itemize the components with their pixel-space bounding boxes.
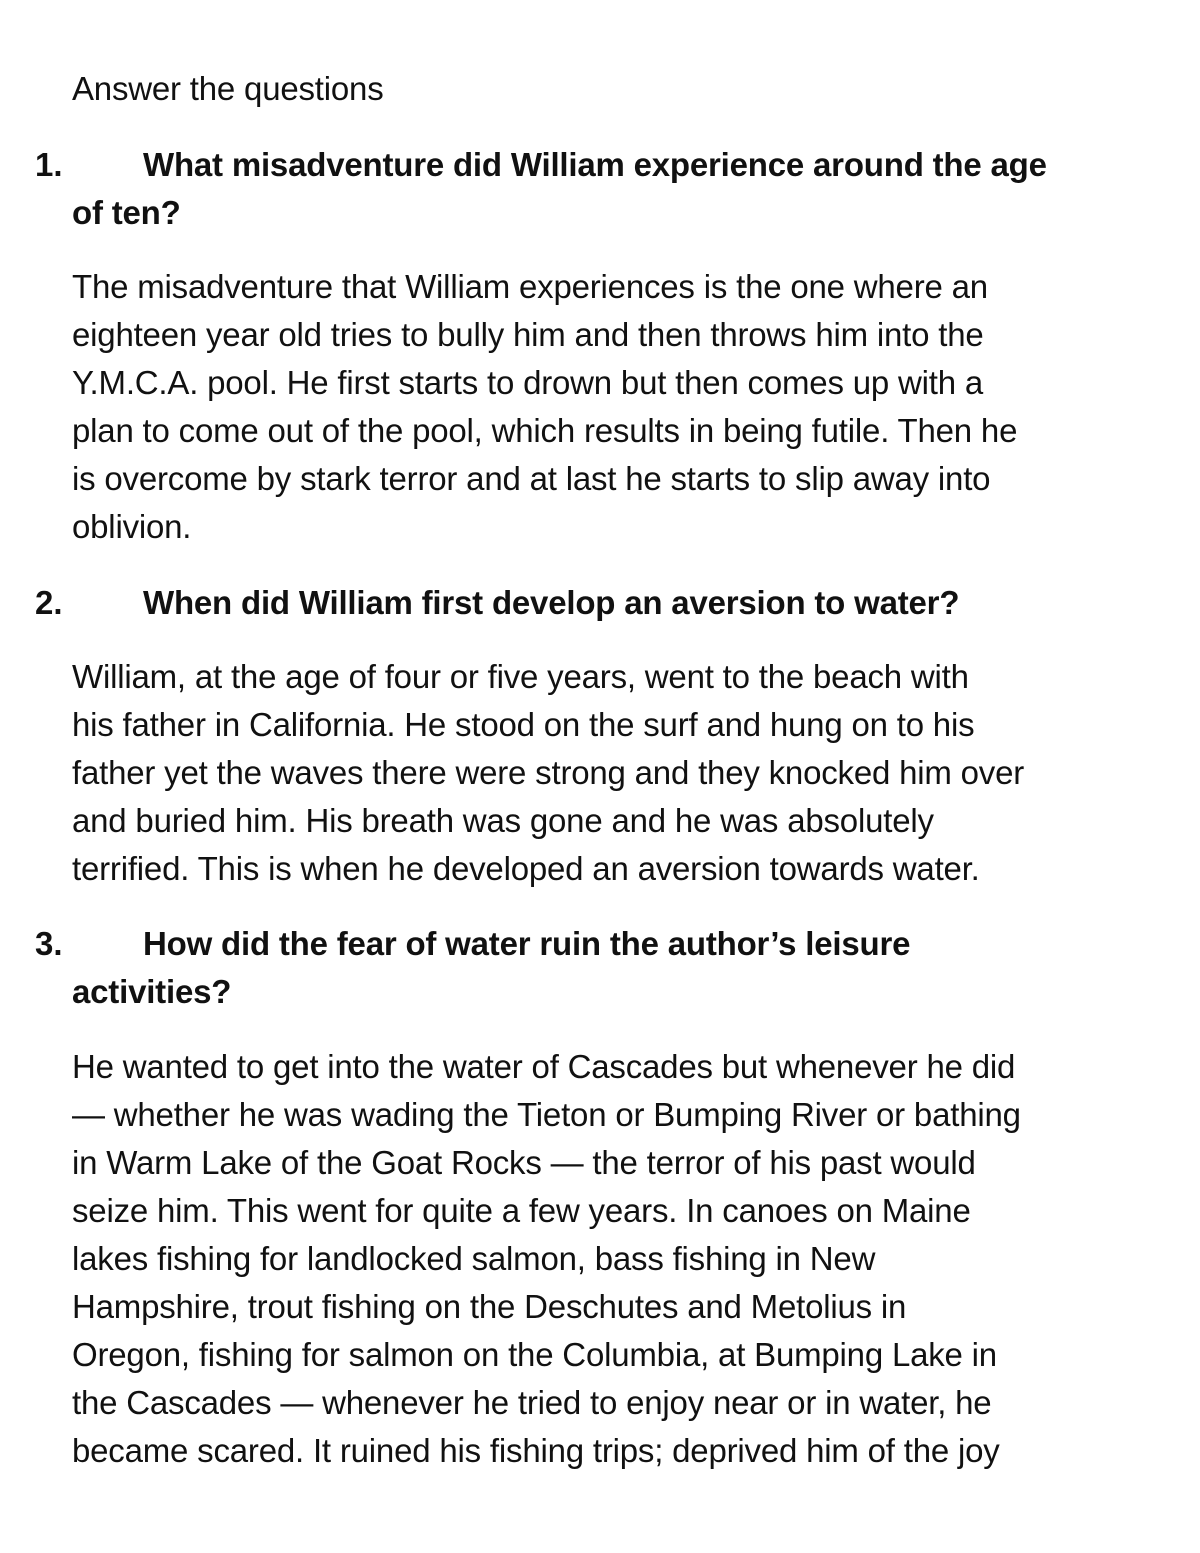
answer-3-line-2: — whether he was wading the Tieton or Bumping River or bathing bbox=[72, 1096, 1021, 1133]
answer-3-line-7: Oregon, fishing for salmon on the Columbia, at Bumping Lake in bbox=[72, 1336, 997, 1373]
answer-1-line-6: oblivion. bbox=[72, 508, 192, 545]
question-number-3: 3. bbox=[35, 925, 63, 962]
answer-1-line-3: Y.M.C.A. pool. He first starts to drown but then comes up with a bbox=[72, 364, 984, 401]
answer-2-line-3: father yet the waves there were strong and they knocked him over bbox=[72, 754, 1025, 791]
answer-3-line-5: lakes fishing for landlocked salmon, bass fishing in New bbox=[72, 1240, 876, 1277]
answer-1-line-1: The misadventure that William experiences is the one where an bbox=[72, 268, 988, 305]
question-3-line-1: How did the fear of water ruin the author’s leisure bbox=[143, 925, 911, 962]
answer-1-line-4: plan to come out of the pool, which results in being futile. Then he bbox=[72, 412, 1018, 449]
answer-2-line-5: terrified. This is when he developed an aversion towards water. bbox=[72, 850, 980, 887]
page-heading: Answer the questions bbox=[72, 70, 384, 107]
question-2-line-1: When did William first develop an aversion to water? bbox=[143, 584, 960, 621]
answer-3-line-4: seize him. This went for quite a few years. In canoes on Maine bbox=[72, 1192, 971, 1229]
question-3-line-2: activities? bbox=[72, 973, 232, 1010]
answer-2-line-2: his father in California. He stood on the surf and hung on to his bbox=[72, 706, 975, 743]
question-1-line-1: What misadventure did William experience around the age bbox=[143, 146, 1047, 183]
question-1-line-2: of ten? bbox=[72, 194, 181, 231]
question-number-2: 2. bbox=[35, 584, 63, 621]
answer-3-line-3: in Warm Lake of the Goat Rocks — the terror of his past would bbox=[72, 1144, 976, 1181]
answer-2-line-4: and buried him. His breath was gone and he was absolutely bbox=[72, 802, 934, 839]
question-number-1: 1. bbox=[35, 146, 63, 183]
answer-1-line-5: is overcome by stark terror and at last he starts to slip away into bbox=[72, 460, 991, 497]
answer-2-line-1: William, at the age of four or five years, went to the beach with bbox=[72, 658, 969, 695]
answer-3-line-1: He wanted to get into the water of Cascades but whenever he did bbox=[72, 1048, 1016, 1085]
answer-3-line-9: became scared. It ruined his fishing trips; deprived him of the joy bbox=[72, 1432, 1000, 1469]
answer-1-line-2: eighteen year old tries to bully him and then throws him into the bbox=[72, 316, 984, 353]
answer-3-line-6: Hampshire, trout fishing on the Deschutes and Metolius in bbox=[72, 1288, 907, 1325]
answer-3-line-8: the Cascades — whenever he tried to enjoy near or in water, he bbox=[72, 1384, 992, 1421]
